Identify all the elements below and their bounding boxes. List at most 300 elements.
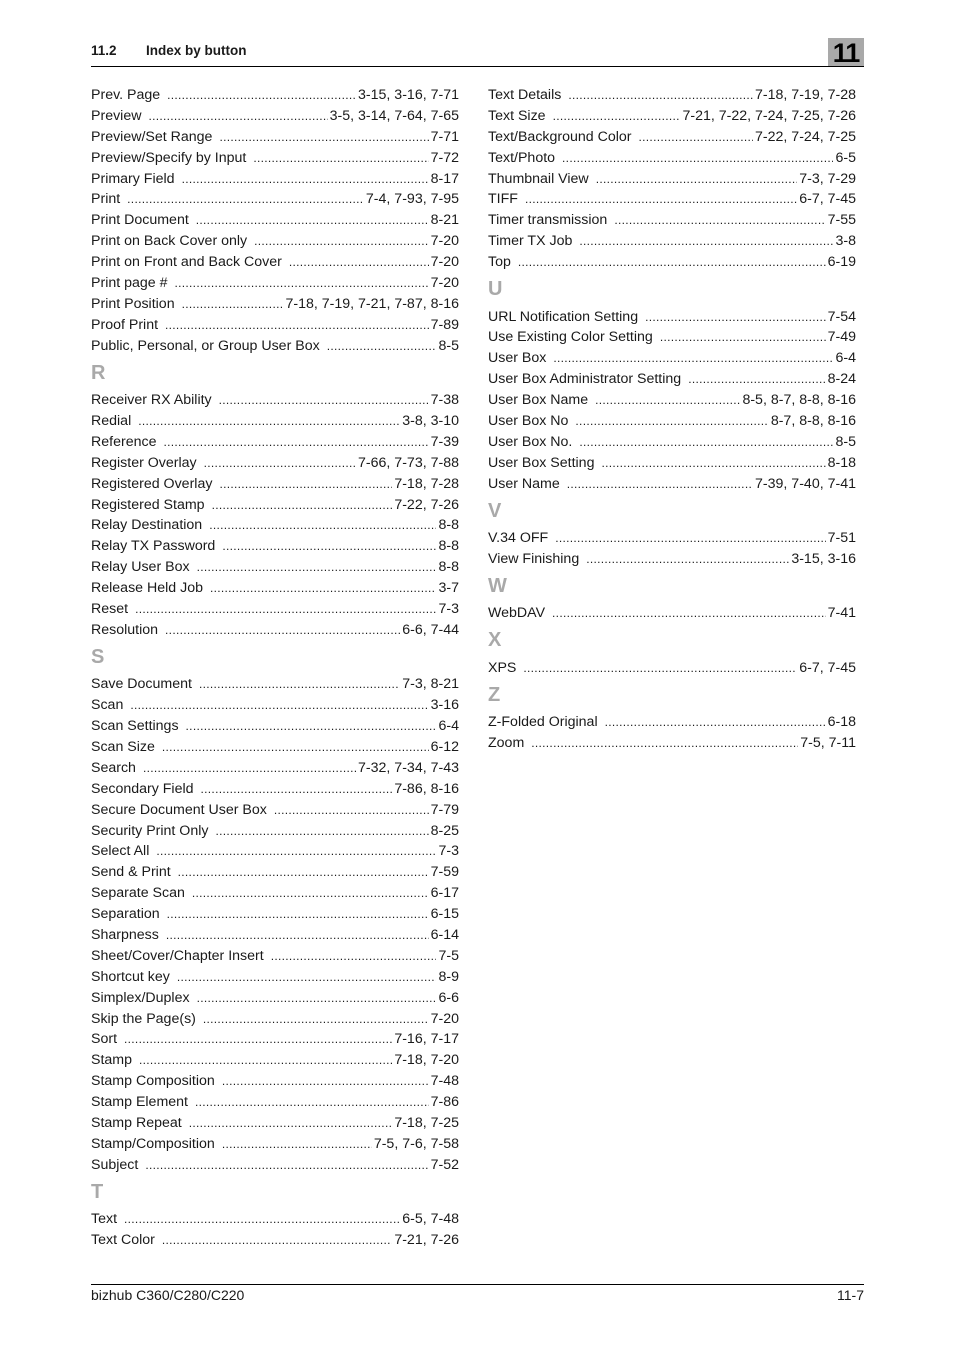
dot-leader [201, 779, 393, 800]
index-term: Scan [91, 697, 124, 714]
index-term: Print on Front and Back Cover [91, 254, 282, 271]
index-entry [91, 1113, 459, 1134]
index-entry [91, 1155, 459, 1176]
dot-leader [327, 336, 437, 357]
index-page-refs: 7-18, 7-20 [394, 1052, 459, 1069]
dot-leader [219, 390, 429, 411]
dot-leader [162, 1230, 392, 1251]
index-term: Print Position [91, 295, 175, 312]
index-letter-heading: X [488, 629, 502, 652]
index-column-left [91, 85, 459, 1251]
index-entry [488, 432, 856, 453]
index-page-refs: 7-71 [430, 128, 459, 145]
index-entry [488, 252, 856, 273]
index-page-refs: 3-7 [438, 580, 459, 597]
index-entry [488, 453, 856, 474]
dot-leader [525, 189, 797, 210]
index-page-refs: 7-18, 7-19, 7-28 [755, 87, 856, 103]
index-page-refs: 6-5, 7-48 [402, 1211, 459, 1228]
index-page-refs: 7-55 [827, 212, 856, 229]
dot-leader [197, 988, 437, 1009]
index-entry [91, 1209, 459, 1230]
product-name: bizhub C360/C280/C220 [91, 1287, 245, 1303]
dot-leader [166, 925, 429, 946]
index-entry [488, 148, 856, 169]
index-term: URL Notification Setting [488, 308, 639, 325]
index-term: Stamp [91, 1052, 133, 1069]
index-entry [91, 515, 459, 536]
dot-leader [178, 862, 429, 883]
dot-leader [555, 528, 825, 549]
dot-leader [175, 273, 429, 294]
dot-leader [177, 967, 437, 988]
index-page-refs: 6-7, 7-45 [799, 659, 856, 676]
index-entry [91, 1230, 459, 1251]
index-term: Print Document [91, 212, 189, 229]
index-page-refs: 7-89 [430, 316, 459, 333]
index-term: Timer transmission [488, 212, 608, 229]
index-entry [91, 411, 459, 432]
index-entry [91, 210, 459, 231]
index-entry [91, 695, 459, 716]
index-letter-heading: R [91, 361, 106, 384]
index-entry [488, 369, 856, 390]
index-letter-heading: Z [488, 683, 501, 706]
dot-leader [253, 148, 428, 169]
index-page-refs: 7-32, 7-34, 7-43 [358, 759, 459, 776]
index-page-refs: 7-86, 8-16 [394, 780, 459, 797]
index-page-refs: 8-5 [835, 433, 856, 450]
index-term: Relay Destination [91, 517, 203, 534]
index-letter-heading: S [91, 645, 105, 668]
chapter-badge: 11 [828, 38, 864, 66]
dot-leader [199, 674, 400, 695]
dot-leader [222, 536, 436, 557]
dot-leader [579, 231, 833, 252]
index-page-refs: 7-48 [430, 1073, 459, 1090]
index-page-refs: 7-3 [438, 843, 459, 860]
section-number: 11.2 [91, 43, 117, 58]
index-page-refs: 7-66, 7-73, 7-88 [358, 454, 459, 471]
dot-leader [124, 1209, 400, 1230]
index-term: User Box Setting [488, 454, 595, 471]
dot-leader [645, 307, 826, 328]
index-entry [91, 315, 459, 336]
index-entry [91, 737, 459, 758]
dot-leader [145, 1155, 428, 1176]
index-entry [91, 883, 459, 904]
dot-leader [531, 733, 798, 754]
dot-leader [130, 695, 428, 716]
index-term: Relay User Box [91, 559, 190, 576]
dot-leader [212, 495, 393, 516]
dot-leader [271, 946, 437, 967]
index-term: Skip the Page(s) [91, 1010, 196, 1027]
index-entry [91, 390, 459, 411]
index-page-refs: 3-8 [835, 233, 856, 250]
index-term: Stamp Element [91, 1094, 188, 1111]
index-entry [488, 390, 856, 411]
index-term: Release Held Job [91, 580, 203, 597]
index-page-refs: 8-18 [827, 454, 856, 471]
index-term: Select All [91, 843, 150, 860]
index-term: Sharpness [91, 926, 159, 943]
index-entry [91, 925, 459, 946]
index-entry [488, 528, 856, 549]
index-page-refs: 6-14 [430, 926, 459, 943]
dot-leader [196, 210, 429, 231]
index-page-refs: 7-3, 7-29 [799, 170, 856, 187]
dot-leader [614, 210, 825, 231]
index-entry [488, 307, 856, 328]
index-page-refs: 8-5 [438, 337, 459, 354]
index-term: Separation [91, 906, 160, 923]
index-term: Save Document [91, 676, 192, 693]
index-entry [488, 474, 856, 495]
index-letter-heading: T [91, 1180, 104, 1203]
index-term: Send & Print [91, 864, 171, 881]
index-term: Thumbnail View [488, 170, 589, 187]
index-entry [91, 1009, 459, 1030]
index-term: User Box [488, 350, 547, 367]
index-letter-heading: V [488, 499, 502, 522]
page-number: 11-7 [837, 1287, 864, 1303]
index-column-right [488, 85, 856, 754]
index-entry [91, 495, 459, 516]
index-term: Security Print Only [91, 822, 209, 839]
index-entry [91, 453, 459, 474]
page-header [91, 40, 864, 67]
dot-leader [219, 474, 392, 495]
index-entry [91, 862, 459, 883]
index-entry [91, 273, 459, 294]
index-page-refs: 6-17 [430, 885, 459, 902]
index-term: Use Existing Color Setting [488, 329, 653, 346]
index-page-refs: 8-8 [438, 517, 459, 534]
index-entry [488, 411, 856, 432]
index-page-refs: 8-8 [438, 538, 459, 555]
dot-leader [162, 737, 429, 758]
dot-leader [139, 1050, 392, 1071]
index-page-refs: 8-17 [430, 170, 459, 187]
dot-leader [138, 411, 400, 432]
index-page-refs: 7-54 [827, 308, 856, 325]
index-page-refs: 7-5, 7-6, 7-58 [373, 1135, 459, 1152]
dot-leader [222, 1071, 429, 1092]
dot-leader [167, 85, 356, 106]
index-term: Reset [91, 600, 129, 617]
index-term: Registered Stamp [91, 496, 205, 513]
index-page-refs: 6-15 [430, 906, 459, 923]
index-page-refs: 7-20 [430, 1010, 459, 1027]
index-page-refs: 7-18, 7-25 [394, 1114, 459, 1131]
index-page-refs: 3-8, 3-10 [402, 412, 459, 429]
index-term: Print [91, 191, 121, 208]
index-page-refs: 7-3, 8-21 [402, 676, 459, 693]
index-entry [91, 169, 459, 190]
index-term: Receiver RX Ability [91, 392, 212, 409]
dot-leader [274, 800, 429, 821]
index-page-refs: 7-21, 7-22, 7-24, 7-25, 7-26 [682, 107, 856, 124]
index-term: User Name [488, 475, 560, 492]
index-term: Text/Photo [488, 149, 556, 166]
index-page-refs: 7-52 [430, 1156, 459, 1173]
index-term: Registered Overlay [91, 475, 213, 492]
index-entry [91, 758, 459, 779]
index-entry [91, 148, 459, 169]
index-page-refs: 7-79 [430, 801, 459, 818]
index-entry [91, 231, 459, 252]
index-term: Secondary Field [91, 780, 194, 797]
index-entry [91, 1050, 459, 1071]
index-page-refs: 8-25 [430, 822, 459, 839]
index-term: User Box No. [488, 433, 573, 450]
index-page-refs: 8-8 [438, 559, 459, 576]
index-entry [488, 106, 856, 127]
dot-leader [222, 1134, 372, 1155]
index-letter-heading: U [488, 278, 503, 301]
index-entry [488, 658, 856, 679]
dot-leader [579, 432, 833, 453]
index-term: TIFF [488, 191, 518, 208]
index-entry [91, 716, 459, 737]
dot-leader [165, 315, 429, 336]
dot-leader [215, 821, 428, 842]
index-term: Text [91, 1211, 118, 1228]
dot-leader [523, 658, 797, 679]
index-entry [91, 946, 459, 967]
index-entry [91, 1071, 459, 1092]
index-term: Register Overlay [91, 454, 197, 471]
index-term: Z-Folded Original [488, 714, 598, 731]
index-page-refs: 7-16, 7-17 [394, 1031, 459, 1048]
index-page-refs: 7-51 [827, 530, 856, 547]
index-page-refs: 7-5 [438, 947, 459, 964]
index-term: Text Color [91, 1232, 155, 1249]
dot-leader [553, 348, 833, 369]
index-entry [91, 557, 459, 578]
index-entry [488, 733, 856, 754]
index-page-refs: 8-9 [438, 968, 459, 985]
index-term: Text Details [488, 87, 562, 103]
index-term: Secure Document User Box [91, 801, 267, 818]
index-term: Public, Personal, or Group User Box [91, 337, 320, 354]
index-term: Scan Settings [91, 718, 179, 735]
index-letter-heading: W [488, 574, 507, 597]
index-entry [91, 904, 459, 925]
index-page-refs: 7-18, 7-28 [394, 475, 459, 492]
index-entry [91, 967, 459, 988]
dot-leader [124, 1029, 392, 1050]
index-entry [488, 231, 856, 252]
dot-leader [553, 106, 681, 127]
index-entry [91, 432, 459, 453]
index-page-refs: 7-86 [430, 1094, 459, 1111]
index-page-refs: 7-72 [430, 149, 459, 166]
index-page-refs: 7-38 [430, 392, 459, 409]
index-term: Zoom [488, 734, 525, 751]
dot-leader [143, 758, 356, 779]
index-entry [91, 189, 459, 210]
index-term: Scan Size [91, 738, 155, 755]
index-entry [91, 841, 459, 862]
index-page-refs: 7-39 [430, 433, 459, 450]
index-entry [91, 821, 459, 842]
dot-leader [163, 432, 428, 453]
index-entry [488, 127, 856, 148]
index-entry [91, 620, 459, 641]
index-page-refs: 6-4 [438, 718, 459, 735]
index-entry [91, 1092, 459, 1113]
dot-leader [148, 106, 327, 127]
index-term: XPS [488, 659, 517, 676]
index-entry [91, 106, 459, 127]
dot-leader [688, 369, 825, 390]
dot-leader [254, 231, 428, 252]
dot-leader [567, 474, 753, 495]
index-entry [91, 1134, 459, 1155]
index-entry [488, 327, 856, 348]
dot-leader [209, 515, 436, 536]
index-entry [91, 988, 459, 1009]
dot-leader [210, 578, 436, 599]
index-term: Text/Background Color [488, 128, 632, 145]
index-term: Subject [91, 1156, 139, 1173]
index-entry [91, 536, 459, 557]
index-page-refs: 6-18 [827, 714, 856, 731]
index-entry [91, 474, 459, 495]
dot-leader [156, 841, 436, 862]
index-entry [488, 348, 856, 369]
dot-leader [195, 1092, 429, 1113]
index-entry [91, 252, 459, 273]
dot-leader [562, 148, 833, 169]
index-page-refs: 8-5, 8-7, 8-8, 8-16 [742, 392, 856, 409]
index-entry [91, 127, 459, 148]
index-page-refs: 8-21 [430, 212, 459, 229]
index-page-refs: 3-5, 3-14, 7-64, 7-65 [329, 107, 459, 124]
index-entry [91, 1029, 459, 1050]
dot-leader [186, 716, 437, 737]
dot-leader [203, 1009, 429, 1030]
index-entry [91, 800, 459, 821]
dot-leader [135, 599, 436, 620]
index-term: Simplex/Duplex [91, 989, 190, 1006]
index-page-refs: 3-15, 3-16, 7-71 [358, 87, 459, 103]
index-entry [91, 336, 459, 357]
index-entry [91, 674, 459, 695]
index-term: Relay TX Password [91, 538, 216, 555]
dot-leader [596, 169, 798, 190]
dot-leader [182, 294, 284, 315]
index-page-refs: 6-6 [438, 989, 459, 1006]
index-term: Primary Field [91, 170, 175, 187]
index-term: User Box No [488, 412, 569, 429]
index-page-refs: 7-3 [438, 600, 459, 617]
index-page-refs: 7-20 [430, 233, 459, 250]
index-page-refs: 7-18, 7-19, 7-21, 7-87, 8-16 [285, 295, 459, 312]
index-entry [488, 210, 856, 231]
index-page-refs: 7-49 [827, 329, 856, 346]
index-term: Print page # [91, 275, 168, 292]
section-title: Index by button [146, 43, 247, 58]
index-term: Redial [91, 412, 132, 429]
index-term: User Box Name [488, 392, 589, 409]
dot-leader [568, 85, 753, 106]
dot-leader [204, 453, 356, 474]
index-entry [91, 294, 459, 315]
index-page-refs: 7-20 [430, 254, 459, 271]
dot-leader [518, 252, 826, 273]
index-term: Text Size [488, 107, 546, 124]
dot-leader [182, 169, 429, 190]
dot-leader [575, 411, 768, 432]
index-page-refs: 6-4 [835, 350, 856, 367]
index-page-refs: 7-20 [430, 275, 459, 292]
index-term: Prev. Page [91, 87, 161, 103]
index-term: Timer TX Job [488, 233, 573, 250]
index-entry [488, 712, 856, 733]
dot-leader [660, 327, 826, 348]
index-page-refs: 7-39, 7-40, 7-41 [755, 475, 856, 492]
index-page-refs: 6-5 [835, 149, 856, 166]
index-page-refs: 7-22, 7-24, 7-25 [755, 128, 856, 145]
dot-leader [552, 603, 826, 624]
page-footer [91, 1284, 864, 1305]
dot-leader [219, 127, 428, 148]
index-page-refs: 3-16 [430, 697, 459, 714]
index-term: Search [91, 759, 136, 776]
index-entry [91, 779, 459, 800]
index-term: Stamp Composition [91, 1073, 215, 1090]
index-term: Sort [91, 1031, 118, 1048]
index-term: Stamp Repeat [91, 1114, 182, 1131]
index-term: V.34 OFF [488, 530, 549, 547]
index-entry [488, 189, 856, 210]
dot-leader [127, 189, 364, 210]
index-term: Preview/Specify by Input [91, 149, 247, 166]
dot-leader [639, 127, 754, 148]
index-page-refs: 8-24 [827, 371, 856, 388]
index-term: User Box Administrator Setting [488, 371, 682, 388]
index-entry [91, 578, 459, 599]
index-page-refs: 7-5, 7-11 [800, 734, 856, 751]
index-page-refs: 3-15, 3-16 [791, 550, 856, 567]
index-entry [488, 169, 856, 190]
dot-leader [197, 557, 437, 578]
index-term: Sheet/Cover/Chapter Insert [91, 947, 264, 964]
dot-leader [192, 883, 429, 904]
dot-leader [167, 904, 429, 925]
dot-leader [289, 252, 429, 273]
dot-leader [189, 1113, 393, 1134]
index-page-refs: 7-59 [430, 864, 459, 881]
index-entry [91, 85, 459, 106]
dot-leader [605, 712, 826, 733]
index-page-refs: 7-4, 7-93, 7-95 [365, 191, 459, 208]
dot-leader [595, 390, 740, 411]
dot-leader [165, 620, 400, 641]
dot-leader [586, 549, 789, 570]
index-page-refs: 6-12 [430, 738, 459, 755]
index-term: Reference [91, 433, 157, 450]
index-entry [488, 549, 856, 570]
index-entry [91, 599, 459, 620]
index-page-refs: 7-41 [827, 605, 856, 622]
index-page-refs: 7-22, 7-26 [394, 496, 459, 513]
index-term: Top [488, 254, 511, 271]
index-page-refs: 6-6, 7-44 [402, 621, 459, 638]
